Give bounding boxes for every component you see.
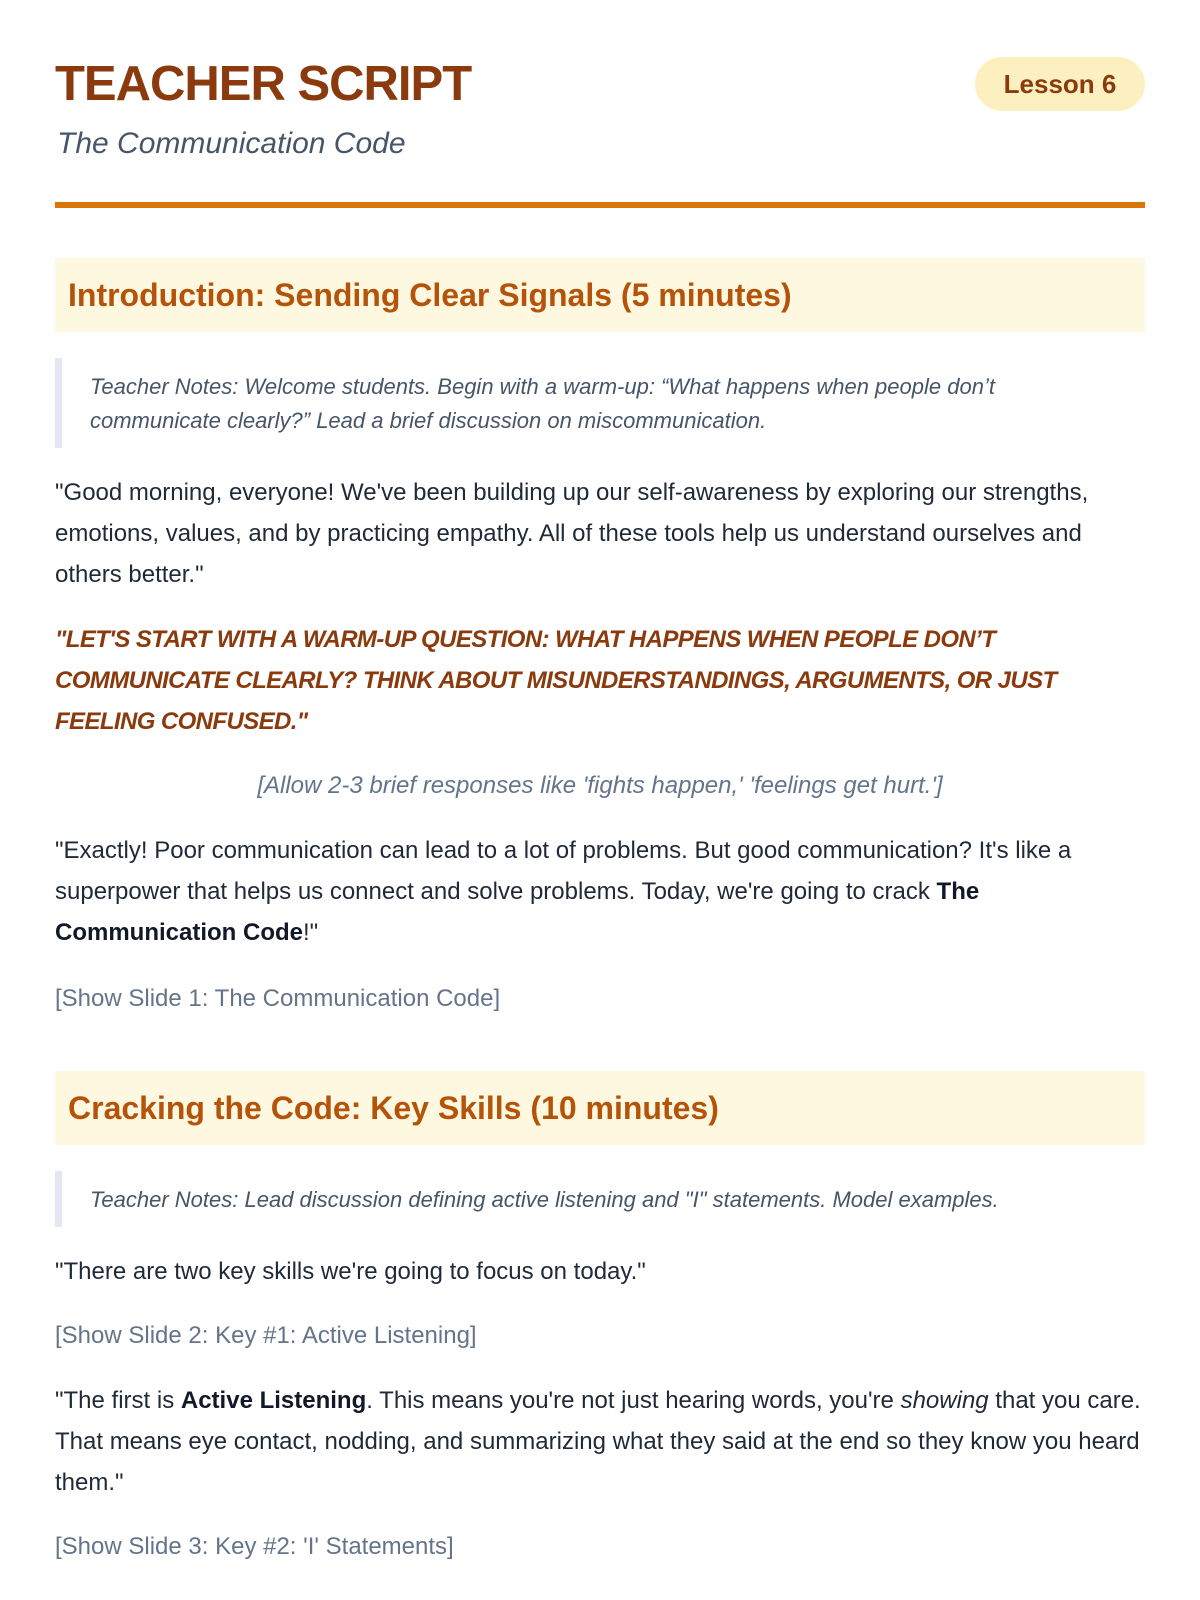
slide-cue-2: [Show Slide 2: Key #1: Active Listening] <box>55 1322 477 1349</box>
lesson-badge: Lesson 6 <box>975 57 1145 111</box>
paragraph-text-end: !" <box>303 919 319 946</box>
page-title: TEACHER SCRIPT <box>55 57 472 111</box>
paragraph-text-end: that you care. That means eye contact, nodding, and summarizing what they said at the end so they know you heard them." <box>55 1387 1141 1496</box>
stage-direction: [Allow 2-3 brief responses like 'fights happen,' 'feelings get hurt.'] <box>257 772 943 799</box>
lesson-subtitle: The Communication Code <box>57 127 406 160</box>
paragraph-text-mid: . This means you're not just hearing words, you're <box>366 1387 901 1414</box>
paragraph-text-start: "The first is <box>55 1387 181 1414</box>
script-paragraph-greeting: "Good morning, everyone! We've been building up our self-awareness by exploring our strengths, emotions, values, and by practicing empathy. All of these tools help us understand ourselves and others better." <box>55 479 1089 588</box>
slide-cue-1: [Show Slide 1: The Communication Code] <box>55 985 501 1012</box>
slide-cue-3: [Show Slide 3: Key #2: 'I' Statements] <box>55 1533 454 1560</box>
page-header <box>55 0 1145 208</box>
warmup-question: "LET'S START WITH A WARM-UP QUESTION: WHAT HAPPENS WHEN PEOPLE DON’T COMMUNICATE CLEARLY? THINK ABOUT MISUNDERSTANDINGS, ARGUMENTS, OR JUST FEELING CONFUSED." <box>55 626 1057 735</box>
section-heading-key-skills: Cracking the Code: Key Skills (10 minutes) <box>55 1071 1145 1145</box>
communication-code-bold: The Communication Code <box>55 878 980 946</box>
script-paragraph-two-skills: "There are two key skills we're going to focus on today." <box>55 1258 646 1285</box>
active-listening-bold: Active Listening <box>180 1387 367 1414</box>
script-paragraph-active-listening <box>55 1380 1145 1503</box>
script-paragraph-communication <box>55 830 1145 953</box>
showing-italic: showing <box>900 1387 989 1414</box>
teacher-notes-introduction: Teacher Notes: Welcome students. Begin with a warm-up: “What happens when people don’t communicate clearly?” Lead a brief discussion on miscommunication. <box>55 358 1145 448</box>
paragraph-text: "Exactly! Poor communication can lead to a lot of problems. But good communication? It's like a superpower that helps us connect and solve problems. Today, we're going to crack <box>55 837 1072 905</box>
section-heading-introduction: Introduction: Sending Clear Signals (5 minutes) <box>55 258 1145 332</box>
teacher-notes-key-skills: Teacher Notes: Lead discussion defining active listening and "I" statements. Model examples. <box>55 1171 1145 1227</box>
